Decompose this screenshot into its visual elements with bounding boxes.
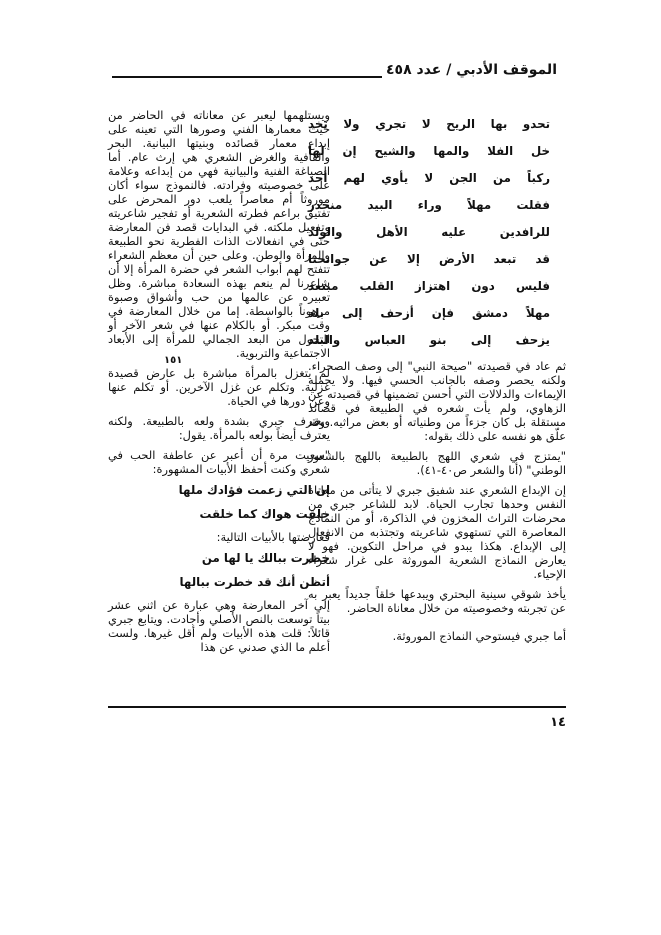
paragraph: ويعترف جبري بشدة ولعه بالطبيعة. ولكنه يعترف أيضاً بولعه بالمرأة. يقول: <box>108 414 330 442</box>
quoted-verse: إن التي زعمت فؤادك ملها <box>178 483 330 497</box>
paragraph: إلى آخر المعارضة وهي عبارة عن اثني عشر بيتاً توسعت بالنص الأصلي وأجادت. ويتابع جبري قائلاً: قلت هذه الأبيات ولم أقل غيرها. ولست أعلم ما الذي صدني عن هذا <box>108 598 330 654</box>
page-header <box>112 60 557 88</box>
quoted-verse: خطرت ببالك يا لها من <box>201 551 330 565</box>
paragraph: إن الإبداع الشعري عند شفيق جبري لا يتأتى من معاناة النفس وحدها تجارب الحياة. لابد للشاعر جبري من محرضات التراث المخزون في الذاكرة، أو من النماذج المعاصرة التي تستهوي شاعريته وتجتذبه من الانفعال إلى الإبداع. هكذا يبدو في مراحل التكوين. فهو لا يعارض النماذج الشعرية الموروثة على غرار شعراء الإحياء. <box>308 483 566 581</box>
footnote-marker: ١٥١ <box>164 355 183 366</box>
paragraph: فعارضتها بالأبيات التالية: <box>216 530 330 544</box>
page-number: ١٤ <box>550 715 566 730</box>
verse-line: يزحف إلى بنو العباس والبلد <box>308 333 550 347</box>
verse-line: ركباً من الجن لا يأوي لهم أحد <box>308 171 550 185</box>
paragraph: ثم عاد في قصيدته "صيحة النبي" إلى وصف الصحراء. ولكنه يحصر وصفه بالجانب الحسي فيها. ولا يحمله الإيماءات والدلالات التي أحسن تضمينها في قصيدته عن الزهاوي، ولم يأت شعره في الطبيعة في قصائد مستقلة بل كان جزءاً من وطنياته أو بعض مراثيه. وقد علّق هو نفسه على ذلك بقوله: <box>308 359 566 443</box>
verse-line: قد تبعد الأرض إلا عن جوانحنا <box>308 252 550 266</box>
verse-line: تحدو بها الريح لا تجري ولا تخد <box>308 117 550 131</box>
quoted-verse: خلقت هواك كما خلقت <box>199 507 330 521</box>
quotation: "يمتزج في شعري اللهج بالطبيعة باللهج بالشعور الوطني" (أنا والشعر ص٤٠-٤١). <box>308 449 566 477</box>
poem-verses <box>308 116 566 348</box>
verse-line: خل الفلا والمها والشيح إن لها <box>308 144 550 158</box>
verse-line: مهلاً دمشق فإن أزحف إلى بلد <box>308 306 550 320</box>
running-title: الموقف الأدبي / عدد ٤٥٨ <box>386 62 557 78</box>
paragraph: ويستلهمها ليعبر عن معاناته في الحاضر من حيث معمارها الفني وصورها التي تعينه على إبداع معمار قصائده وبنيتها البيانية. البحر والقافية والغرض الشعري هي إرث عام. أما الصياغة الفنية والبيانية فهي من إبداعه وعلامة على خصوصيته وفرادته. فالنموذج سواء أكان موروثاً أم معاصراً يلعب دور المحرض على تفتيق براعم فطرته الشعرية أو تفجير شاعريته وتفعيل ملكته. في البدايات قصد فن المعارضة حتى في انفعالات الذات الفطرية نحو الطبيعة والمرأة والوطن. وعلى حين أن معظم الشعراء تتفتح لهم أبواب الشعر في حضرة المرأة إلا أن شاعرنا لم ينعم بهذه السعادة مباشرة. وظل تعبيره عن عالمها من حب وأشواق وصبوة مرهوناً بالواسطة. إما من خلال المعارضة في وقت مبكر. أو بالكلام عنها في شعر الآخر أو التحول من البعد الجمالي للمرأة إلى الأبعاد الاجتماعية والتربوية. <box>108 108 330 360</box>
paragraph: أما جبري فيستوحي النماذج الموروثة. <box>392 629 566 643</box>
header-rule <box>112 76 382 78</box>
verse-line: للرافدين عليه الأهل والولد <box>308 225 550 239</box>
quoted-verse: أتظن أنك قد خطرت ببالها <box>179 575 330 589</box>
verse-line: فليس دون اهتزاز القلب مبتعد <box>308 279 550 293</box>
paragraph: "سعيت مرة أن أعبر عن عاطفة الحب في شعري وكنت أحفظ الأبيات المشهورة: <box>108 448 330 476</box>
left-column <box>108 108 330 660</box>
paragraph: يأخذ شوقي سينية البحتري ويبدعها خلقاً جديداً يعبر به عن تجربته وخصوصيته من خلال معاناة الحاضر. <box>308 587 566 615</box>
verse-line: فقلت مهلاً وراء البيد منحدر <box>308 198 550 212</box>
footer-rule <box>108 706 566 708</box>
paragraph: لم يتغزل بالمرأة مباشرة بل عارض قصيدة غزلية. وتكلم عن غزل الآخرين. أو تكلم عنها وعن دورها في الحياة. <box>108 366 330 408</box>
right-column <box>308 108 566 649</box>
